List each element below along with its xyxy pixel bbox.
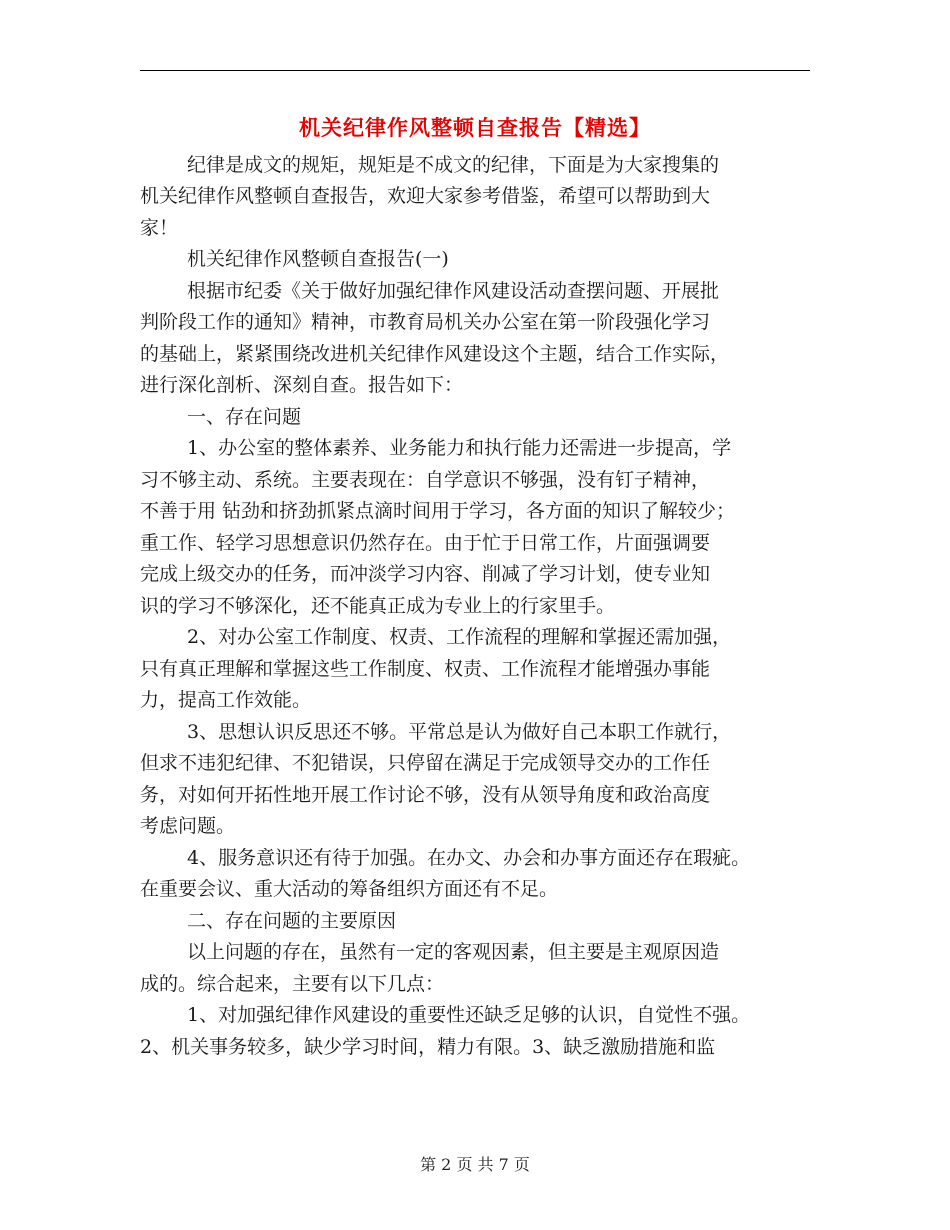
section-heading: 一、存在问题 (187, 406, 302, 428)
section-heading: 二、存在问题的主要原因 (187, 910, 397, 932)
paragraph-line: 1、办公室的整体素养、业务能力和执行能力还需进一步提高，学 (187, 437, 732, 459)
page-number: 第 2 页 共 7 页 (420, 1155, 530, 1174)
paragraph-line: 纪律是成文的规矩，规矩是不成文的纪律，下面是为大家搜集的 (187, 154, 720, 176)
paragraph-line: 但求不违犯纪律、不犯错误，只停留在满足于完成领导交办的工作任 (140, 752, 711, 774)
paragraph-line: 根据市纪委《关于做好加强纪律作风建设活动查摆问题、开展批 (187, 280, 720, 302)
paragraph-line: 重工作、轻学习思想意识仍然存在。由于忙于日常工作，片面强调要 (140, 532, 711, 554)
paragraph-line: 家！ (140, 217, 179, 239)
paragraph-line: 机关纪律作风整顿自查报告，欢迎大家参考借鉴，希望可以帮助到大 (140, 185, 711, 207)
paragraph-line: 识的学习不够深化，还不能真正成为专业上的行家里手。 (140, 595, 616, 617)
paragraph-line: 3、思想认识反思还不够。平常总是认为做好自己本职工作就行， (187, 721, 732, 743)
paragraph-line: 判阶段工作的通知》精神，市教育局机关办公室在第一阶段强化学习 (140, 311, 711, 333)
paragraph-line: 力，提高工作效能。 (140, 689, 312, 711)
paragraph-line: 成的。综合起来，主要有以下几点： (140, 973, 445, 995)
paragraph-line: 进行深化剖析、深刻自查。报告如下： (140, 374, 464, 396)
paragraph-line: 习不够主动、系统。主要表现在：自学意识不够强，没有钉子精神， (140, 469, 711, 491)
paragraph-line: 2、机关事务较多，缺少学习时间，精力有限。3、缺乏激励措施和监 (140, 1036, 716, 1058)
document-title: 机关纪律作风整顿自查报告【精选】 (299, 116, 651, 140)
paragraph-line: 只有真正理解和掌握这些工作制度、权责、工作流程才能增强办事能 (140, 658, 711, 680)
paragraph-line: 4、服务意识还有待于加强。在办文、办会和办事方面还存在瑕疵。 (187, 847, 751, 869)
paragraph-line: 在重要会议、重大活动的筹备组织方面还有不足。 (140, 878, 559, 900)
paragraph-line: 1、对加强纪律作风建设的重要性还缺乏足够的认识，自觉性不强。 (187, 1004, 751, 1026)
paragraph-line: 2、对办公室工作制度、权责、工作流程的理解和掌握还需加强， (187, 626, 732, 648)
paragraph-line: 不善于用 钻劲和挤劲抓紧点滴时间用于学习，各方面的知识了解较少； (140, 500, 736, 522)
section-heading: 机关纪律作风整顿自查报告(一) (187, 248, 449, 270)
paragraph-line: 以上问题的存在，虽然有一定的客观因素，但主要是主观原因造 (187, 941, 720, 963)
paragraph-line: 的基础上，紧紧围绕改进机关纪律作风建设这个主题，结合工作实际， (140, 343, 730, 365)
paragraph-line: 务，对如何开拓性地开展工作讨论不够，没有从领导角度和政治高度 (140, 784, 711, 806)
paragraph-line: 完成上级交办的任务，而冲淡学习内容、削减了学习计划，使专业知 (140, 563, 711, 585)
paragraph-line: 考虑问题。 (140, 815, 236, 837)
header-rule (140, 70, 810, 71)
